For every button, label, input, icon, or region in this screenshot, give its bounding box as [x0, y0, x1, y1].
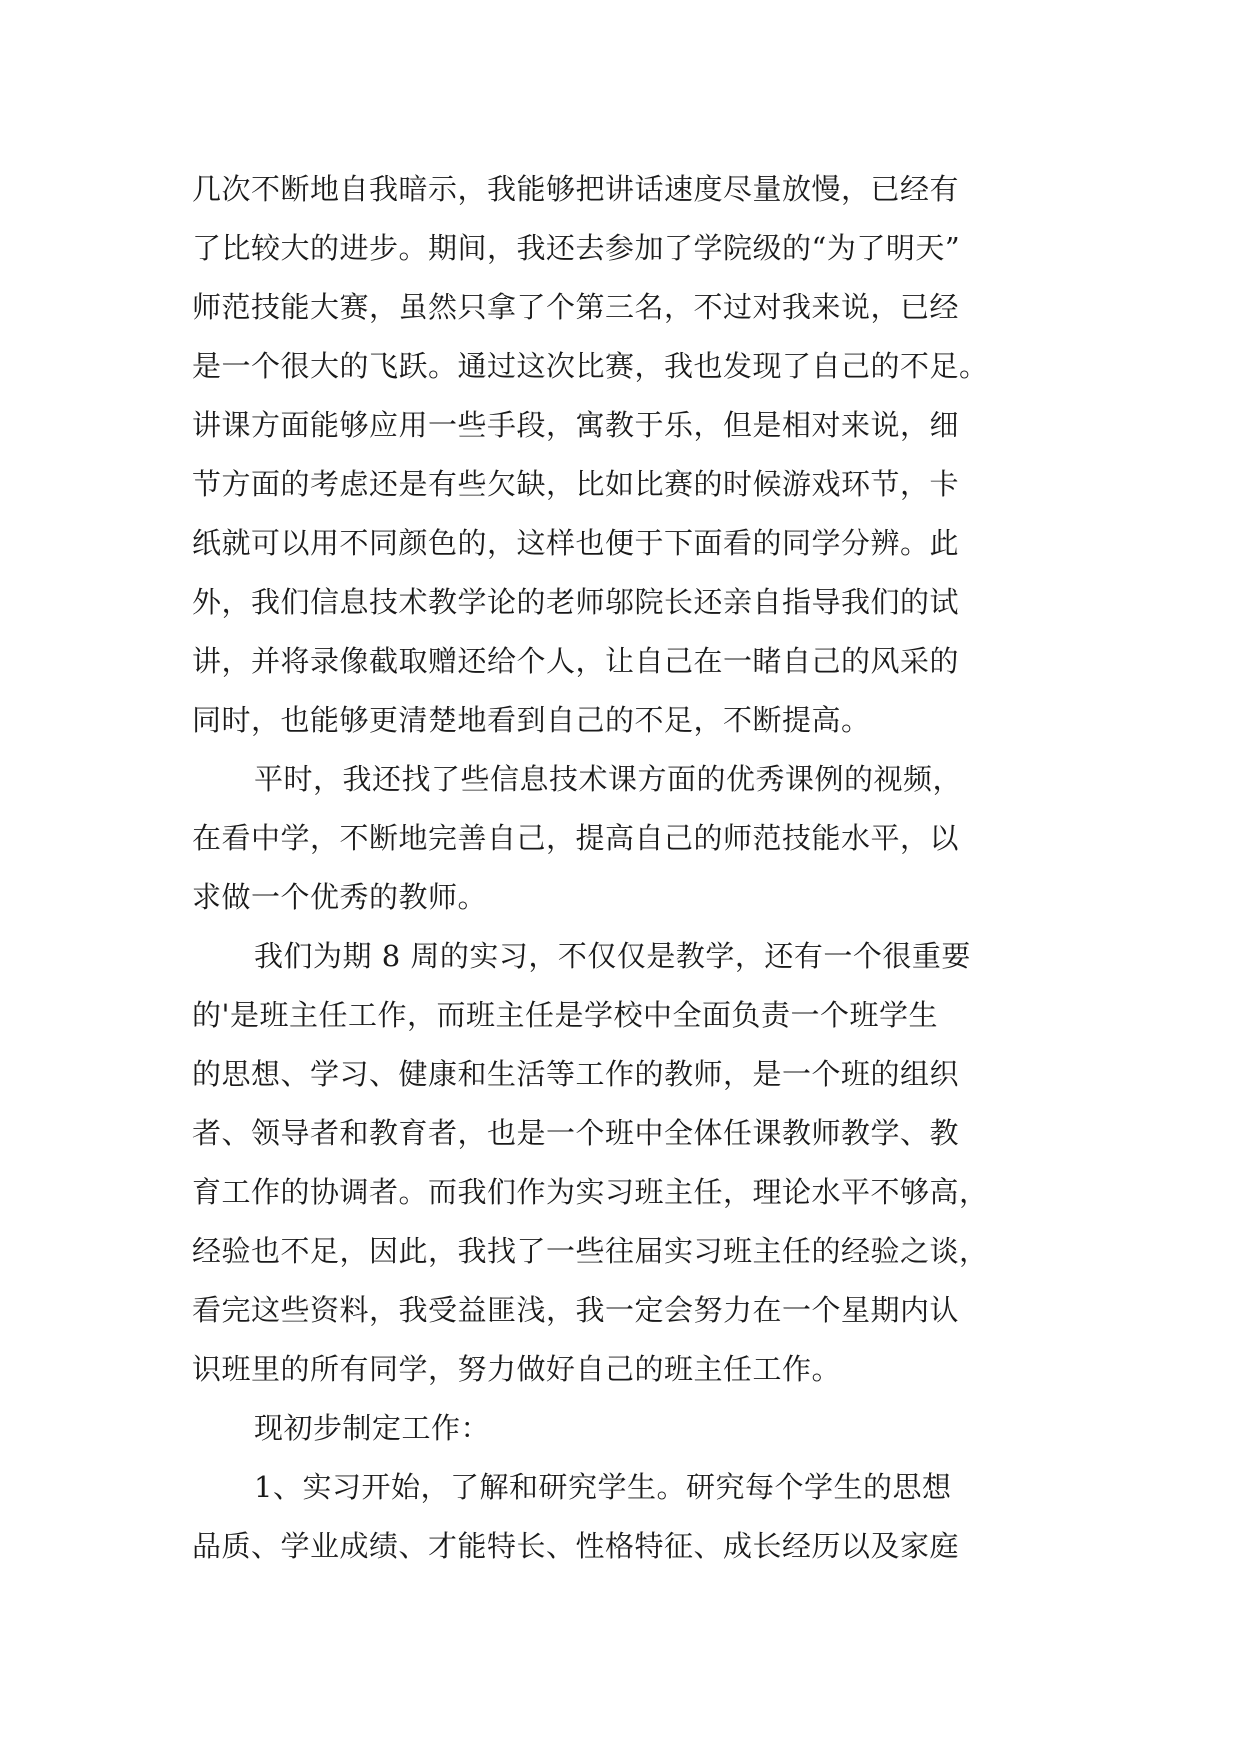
text-line: 师范技能大赛，虽然只拿了个第三名，不过对我来说，已经 [192, 290, 960, 324]
document-body [192, 160, 1052, 1576]
text-line: 经验也不足，因此，我找了一些往届实习班主任的经验之谈， [192, 1234, 989, 1268]
text-line: 育工作的协调者。而我们作为实习班主任，理论水平不够高， [192, 1175, 989, 1209]
paragraph-first-line: 1、实习开始，了解和研究学生。研究每个学生的思想 [254, 1470, 952, 1504]
text-line: 讲课方面能够应用一些手段，寓教于乐，但是相对来说，细 [192, 408, 960, 442]
text-line: 者、领导者和教育者，也是一个班中全体任课教师教学、教 [192, 1116, 960, 1150]
text-line: 几次不断地自我暗示，我能够把讲话速度尽量放慢，已经有 [192, 172, 960, 206]
paragraph-first-line: 我们为期 8 周的实习，不仅仅是教学，还有一个很重要 [254, 939, 971, 973]
text-line: 品质、学业成绩、才能特长、性格特征、成长经历以及家庭 [192, 1529, 960, 1563]
text-line: 识班里的所有同学，努力做好自己的班主任工作。 [192, 1352, 842, 1386]
text-line: 的思想、学习、健康和生活等工作的教师，是一个班的组织 [192, 1057, 960, 1091]
text-line: 讲，并将录像截取赠还给个人，让自己在一睹自己的风采的 [192, 644, 960, 678]
paragraph-first-line: 平时，我还找了些信息技术课方面的优秀课例的视频， [254, 762, 963, 796]
paragraph-first-line: 现初步制定工作： [254, 1411, 491, 1445]
text-line: 的'是班主任工作，而班主任是学校中全面负责一个班学生 [192, 998, 938, 1032]
text-line: 纸就可以用不同颜色的，这样也便于下面看的同学分辨。此 [192, 526, 960, 560]
text-line: 在看中学，不断地完善自己，提高自己的师范技能水平，以 [192, 821, 960, 855]
text-line: 节方面的考虑还是有些欠缺，比如比赛的时候游戏环节，卡 [192, 467, 960, 501]
text-line: 看完这些资料，我受益匪浅，我一定会努力在一个星期内认 [192, 1293, 960, 1327]
text-line: 求做一个优秀的教师。 [192, 880, 488, 914]
text-line: 同时，也能够更清楚地看到自己的不足，不断提高。 [192, 703, 871, 737]
text-line: 了比较大的进步。期间，我还去参加了学院级的“为了明天” [192, 231, 961, 265]
text-line: 是一个很大的飞跃。通过这次比赛，我也发现了自己的不足。 [192, 349, 989, 383]
text-line: 外，我们信息技术教学论的老师邬院长还亲自指导我们的试 [192, 585, 960, 619]
